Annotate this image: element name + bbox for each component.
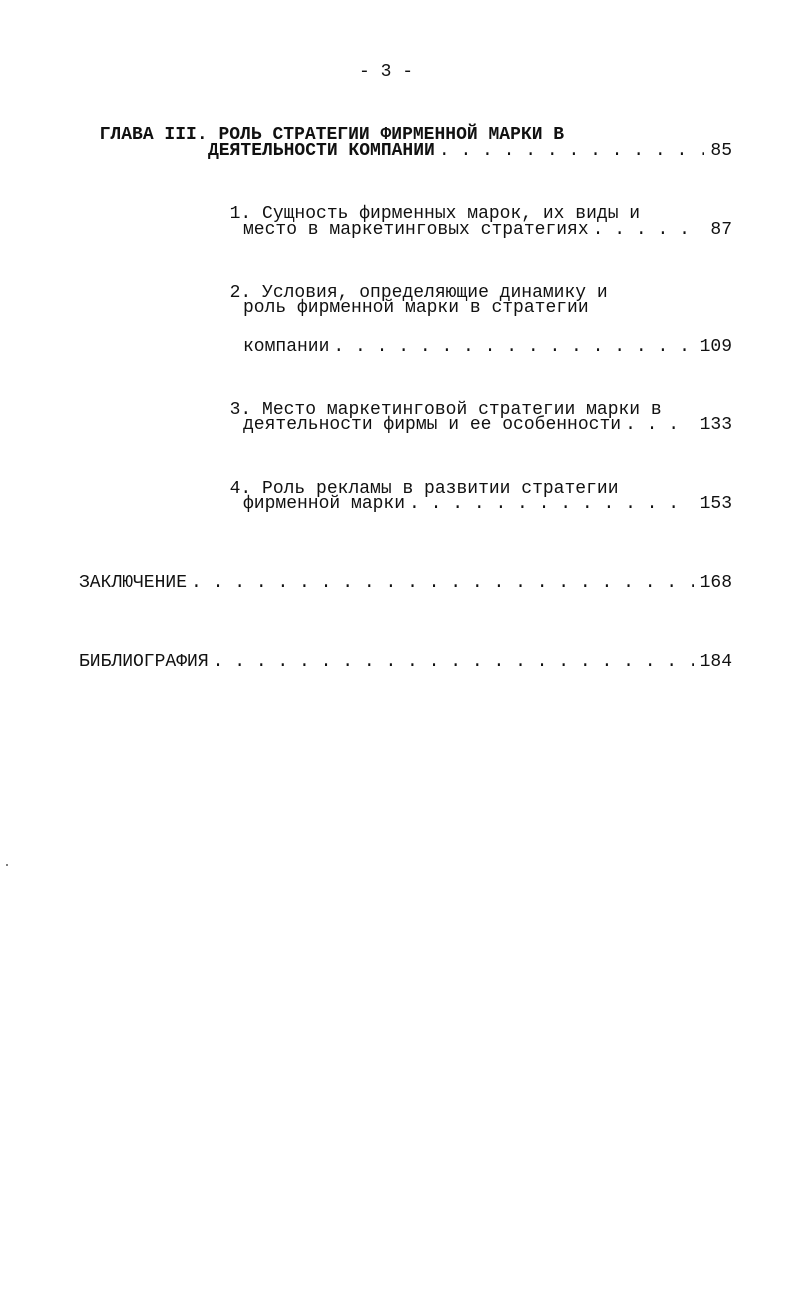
section-page: 153 [699, 494, 732, 514]
toc-entry-section-3-cont[interactable] [243, 413, 732, 437]
dot-leader [187, 571, 694, 595]
chapter-title-line2: ДЕЯТЕЛЬНОСТИ КОМПАНИИ [208, 141, 435, 161]
chapter-heading [78, 99, 565, 145]
chapter-page: 85 [710, 141, 732, 161]
scan-speck [6, 864, 8, 866]
toc-entry-bibliography[interactable] [79, 650, 732, 674]
section-page: 133 [699, 415, 732, 435]
conclusion-page: 168 [699, 573, 732, 593]
bibliography-page: 184 [699, 652, 732, 672]
dot-leader [621, 413, 694, 437]
chapter-label: ГЛАВА III. [99, 125, 208, 145]
toc-entry-section-3[interactable] [208, 374, 662, 420]
dot-leader [435, 139, 705, 163]
section-number: 2. [229, 283, 252, 303]
dot-leader [329, 335, 693, 359]
section-page: 87 [710, 220, 732, 240]
toc-entry-conclusion[interactable] [79, 571, 732, 595]
toc-entry-chapter[interactable] [208, 139, 732, 163]
toc-entry-section-1-cont[interactable] [243, 218, 732, 242]
toc-entry-section-4-cont[interactable] [243, 492, 732, 516]
dot-leader [209, 650, 694, 674]
chapter-title-line1: РОЛЬ СТРАТЕГИИ ФИРМЕННОЙ МАРКИ В [218, 125, 565, 145]
section-line3: компании [243, 337, 330, 357]
section-line2: роль фирменной марки в стратегии [243, 298, 589, 318]
section-number: 4. [229, 479, 252, 499]
toc-entry-section-2-cont[interactable] [243, 335, 732, 359]
dot-leader [589, 218, 705, 242]
toc-entry-section-4[interactable] [208, 453, 619, 499]
section-page: 109 [699, 337, 732, 357]
conclusion-label: ЗАКЛЮЧЕНИЕ [79, 573, 188, 593]
section-line1: Условия, определяющие динамику и [262, 283, 608, 303]
section-line1: Сущность фирменных марок, их виды и [262, 204, 641, 224]
section-line2: фирменной марки [243, 494, 406, 514]
section-line2: место в маркетинговых стратегиях [243, 220, 589, 240]
bibliography-label: БИБЛИОГРАФИЯ [79, 652, 209, 672]
dot-leader [405, 492, 694, 516]
section-line1: Роль рекламы в развитии стратегии [262, 479, 619, 499]
section-number: 1. [229, 204, 252, 224]
section-line2: деятельности фирмы и ее особенности [243, 415, 622, 435]
section-number: 3. [229, 400, 252, 420]
section-line1: Место маркетинговой стратегии марки в [262, 400, 662, 420]
toc-entry-section-1[interactable] [208, 178, 641, 224]
page-number: - 3 - [358, 62, 413, 82]
toc-entry-section-2[interactable] [208, 257, 608, 303]
